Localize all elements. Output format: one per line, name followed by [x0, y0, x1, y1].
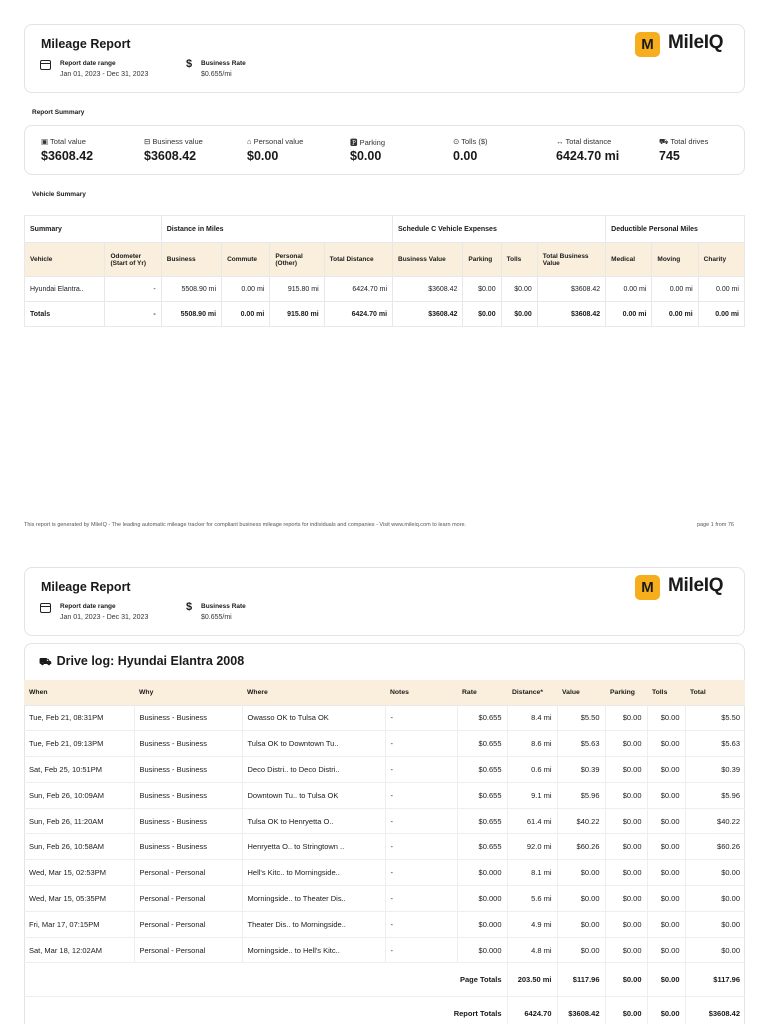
table-cell: 5508.90 mi [161, 302, 221, 327]
table-cell: $3608.42 [537, 302, 605, 327]
cell-distance: 8.6 mi [507, 731, 557, 757]
summary-label: Business value [152, 137, 203, 146]
vehicle-summary-heading: Vehicle Summary [32, 191, 86, 198]
table-row [24, 782, 745, 808]
report-totals-tolls: $0.00 [647, 997, 685, 1024]
column-header: Distance* [507, 680, 557, 705]
cell-distance: 5.6 mi [507, 886, 557, 912]
cell-when: Sat, Feb 25, 10:51PM [24, 757, 134, 783]
cell-tolls: $0.00 [647, 731, 685, 757]
column-header: Personal (Other) [270, 243, 324, 277]
cell-notes: - [385, 860, 457, 886]
table-cell: 0.00 mi [698, 302, 744, 327]
cell-when: Tue, Feb 21, 09:13PM [24, 731, 134, 757]
table-cell: $0.00 [463, 277, 501, 302]
table-row [24, 937, 745, 963]
column-header: Charity [698, 243, 744, 277]
table-cell: 0.00 mi [606, 277, 652, 302]
column-header: Commute [222, 243, 270, 277]
table-cell: 915.80 mi [270, 277, 324, 302]
table-cell: 0.00 mi [652, 277, 698, 302]
table-row [25, 277, 745, 302]
table-row [24, 757, 745, 783]
page-totals-parking: $0.00 [605, 963, 647, 997]
cell-rate: $0.000 [457, 886, 507, 912]
cell-where: Morningside.. to Hell's Kitc.. [242, 937, 385, 963]
summary-total-drives [643, 126, 746, 176]
table-row [24, 886, 745, 912]
group-header: Deductible Personal Miles [606, 216, 745, 243]
tolls-icon: ⊙ [453, 137, 462, 146]
cell-rate: $0.655 [457, 705, 507, 731]
cell-parking: $0.00 [605, 808, 647, 834]
summary-total-value [25, 126, 128, 176]
cell-notes: - [385, 731, 457, 757]
table-row [24, 808, 745, 834]
report-header-page-2 [24, 567, 745, 636]
page-totals-row [24, 963, 745, 997]
mileiq-logo-icon: M [635, 575, 660, 600]
column-header: Total [685, 680, 745, 705]
cell-total: $0.00 [685, 886, 745, 912]
cell-why: Personal - Personal [134, 886, 242, 912]
cell-tolls: $0.00 [647, 937, 685, 963]
summary-personal-value [231, 126, 334, 176]
cell-tolls: $0.00 [647, 808, 685, 834]
cell-total: $5.96 [685, 782, 745, 808]
cell-where: Theater Dis.. to Morningside.. [242, 911, 385, 937]
cell-why: Business - Business [134, 705, 242, 731]
page-totals-value: $117.96 [557, 963, 605, 997]
summary-label: Total value [50, 137, 86, 146]
cell-when: Wed, Mar 15, 02:53PM [24, 860, 134, 886]
calendar-icon [40, 60, 51, 70]
cell-total: $5.63 [685, 731, 745, 757]
cell-total: $40.22 [685, 808, 745, 834]
footer-text: This report is generated by MileIQ - The leading automatic mileage tracker for compliant business mileage reports for individuals and companies - Visit www.mileiq.com to learn more. [24, 522, 467, 528]
cell-why: Personal - Personal [134, 911, 242, 937]
table-row [24, 731, 745, 757]
cell-when: Sun, Feb 26, 11:20AM [24, 808, 134, 834]
cell-value: $0.00 [557, 886, 605, 912]
table-cell: 0.00 mi [222, 302, 270, 327]
report-summary-card [24, 125, 745, 175]
summary-label: Total distance [565, 137, 612, 146]
column-header: Odometer (Start of Yr) [105, 243, 161, 277]
group-header: Schedule C Vehicle Expenses [393, 216, 606, 243]
page-totals-label: Page Totals [24, 963, 507, 997]
cell-where: Hell's Kitc.. to Morningside.. [242, 860, 385, 886]
cell-notes: - [385, 782, 457, 808]
cell-why: Business - Business [134, 731, 242, 757]
drive-log-title [39, 654, 244, 670]
cell-rate: $0.655 [457, 808, 507, 834]
cell-total: $60.26 [685, 834, 745, 860]
summary-value: 6424.70 mi [556, 149, 620, 163]
report-totals-row [24, 997, 745, 1024]
money-icon: ▣ [41, 137, 51, 146]
report-title: Mileage Report [41, 37, 131, 51]
table-cell: $0.00 [463, 302, 501, 327]
summary-business-value [128, 126, 231, 176]
report-totals-total: $3608.42 [685, 997, 745, 1024]
parking-icon: 🅿 [350, 138, 360, 147]
business-rate-value: $0.655/mi [201, 614, 232, 621]
group-header: Distance in Miles [161, 216, 392, 243]
table-cell: 0.00 mi [606, 302, 652, 327]
cell-parking: $0.00 [605, 731, 647, 757]
cell-total: $0.00 [685, 860, 745, 886]
drive-log-table [24, 680, 745, 1024]
cell-where: Morningside.. to Theater Dis.. [242, 886, 385, 912]
cell-rate: $0.655 [457, 834, 507, 860]
cell-total: $0.39 [685, 757, 745, 783]
summary-value: 745 [659, 149, 680, 163]
column-header: Why [134, 680, 242, 705]
cell-tolls: $0.00 [647, 782, 685, 808]
summary-value: $3608.42 [41, 149, 94, 163]
cell-parking: $0.00 [605, 834, 647, 860]
cell-why: Business - Business [134, 757, 242, 783]
summary-label: Total drives [670, 137, 709, 146]
cell-rate: $0.655 [457, 757, 507, 783]
business-rate-label: Business Rate [201, 60, 246, 67]
totals-row [25, 302, 745, 327]
cell-distance: 92.0 mi [507, 834, 557, 860]
dollar-icon: $ [186, 601, 193, 613]
cell-parking: $0.00 [605, 757, 647, 783]
table-cell: 5508.90 mi [161, 277, 221, 302]
cell-rate: $0.655 [457, 782, 507, 808]
mileiq-logo-text: MileIQ [668, 32, 724, 53]
summary-parking [334, 126, 437, 176]
report-summary-heading: Report Summary [32, 109, 85, 116]
cell-tolls: $0.00 [647, 860, 685, 886]
mileiq-logo-icon: M [635, 32, 660, 57]
cell-tolls: $0.00 [647, 757, 685, 783]
cell-value: $0.39 [557, 757, 605, 783]
cell-rate: $0.000 [457, 860, 507, 886]
cell-why: Business - Business [134, 782, 242, 808]
summary-value: $3608.42 [144, 149, 197, 163]
summary-total-distance [540, 126, 643, 176]
table-cell: 0.00 mi [652, 302, 698, 327]
report-totals-label: Report Totals [24, 997, 507, 1024]
dollar-icon: $ [186, 58, 193, 70]
cell-distance: 0.6 mi [507, 757, 557, 783]
cell-notes: - [385, 886, 457, 912]
table-cell: - [105, 302, 161, 327]
cell-total: $0.00 [685, 937, 745, 963]
cell-why: Business - Business [134, 834, 242, 860]
cell-value: $40.22 [557, 808, 605, 834]
cell-parking: $0.00 [605, 886, 647, 912]
table-cell: $3608.42 [537, 277, 605, 302]
table-cell: Totals [25, 302, 105, 327]
table-row [24, 834, 745, 860]
column-header: Business Value [393, 243, 463, 277]
table-cell: - [105, 277, 161, 302]
cell-when: Wed, Mar 15, 05:35PM [24, 886, 134, 912]
car-icon: ⛟ [39, 657, 52, 668]
cell-where: Owasso OK to Tulsa OK [242, 705, 385, 731]
cell-notes: - [385, 757, 457, 783]
table-cell: 6424.70 mi [324, 302, 392, 327]
column-header: Parking [605, 680, 647, 705]
table-cell: $0.00 [501, 302, 537, 327]
cell-where: Downtown Tu.. to Tulsa OK [242, 782, 385, 808]
cell-where: Tulsa OK to Henryetta O.. [242, 808, 385, 834]
column-header: When [24, 680, 134, 705]
column-header: Medical [606, 243, 652, 277]
date-range-value: Jan 01, 2023 - Dec 31, 2023 [60, 71, 149, 78]
business-rate-label: Business Rate [201, 603, 246, 610]
table-row [24, 860, 745, 886]
table-cell: $0.00 [501, 277, 537, 302]
cell-parking: $0.00 [605, 937, 647, 963]
cell-where: Deco Distri.. to Deco Distri.. [242, 757, 385, 783]
cell-when: Sat, Mar 18, 12:02AM [24, 937, 134, 963]
column-header: Tolls [647, 680, 685, 705]
cell-parking: $0.00 [605, 860, 647, 886]
distance-icon: ↔ [556, 137, 566, 146]
cell-notes: - [385, 808, 457, 834]
table-cell: $3608.42 [393, 302, 463, 327]
column-header: Where [242, 680, 385, 705]
cell-parking: $0.00 [605, 705, 647, 731]
column-header: Moving [652, 243, 698, 277]
home-icon: ⌂ [247, 137, 254, 146]
cell-value: $5.63 [557, 731, 605, 757]
column-header: Total Distance [324, 243, 392, 277]
table-cell: 0.00 mi [698, 277, 744, 302]
cell-notes: - [385, 937, 457, 963]
cell-notes: - [385, 834, 457, 860]
page-totals-tolls: $0.00 [647, 963, 685, 997]
cell-total: $0.00 [685, 911, 745, 937]
report-title: Mileage Report [41, 580, 131, 594]
cell-when: Tue, Feb 21, 08:31PM [24, 705, 134, 731]
page-totals-distance: 203.50 mi [507, 963, 557, 997]
cell-rate: $0.000 [457, 937, 507, 963]
calendar-icon [40, 603, 51, 613]
table-cell: Hyundai Elantra.. [25, 277, 105, 302]
date-range-label: Report date range [60, 603, 116, 610]
cell-total: $5.50 [685, 705, 745, 731]
cell-when: Fri, Mar 17, 07:15PM [24, 911, 134, 937]
business-rate-value: $0.655/mi [201, 71, 232, 78]
cell-tolls: $0.00 [647, 911, 685, 937]
cell-value: $0.00 [557, 937, 605, 963]
summary-value: 0.00 [453, 149, 478, 163]
cell-parking: $0.00 [605, 911, 647, 937]
cell-distance: 8.4 mi [507, 705, 557, 731]
table-row [24, 705, 745, 731]
cell-why: Business - Business [134, 808, 242, 834]
column-header: Tolls [501, 243, 537, 277]
cell-rate: $0.655 [457, 731, 507, 757]
cell-tolls: $0.00 [647, 886, 685, 912]
cell-distance: 4.8 mi [507, 937, 557, 963]
cell-distance: 61.4 mi [507, 808, 557, 834]
report-totals-value: $3608.42 [557, 997, 605, 1024]
report-header [24, 24, 745, 93]
cell-why: Personal - Personal [134, 860, 242, 886]
cell-why: Personal - Personal [134, 937, 242, 963]
cell-where: Tulsa OK to Downtown Tu.. [242, 731, 385, 757]
car-icon: ⛟ [659, 137, 671, 146]
cell-distance: 8.1 mi [507, 860, 557, 886]
column-header: Value [557, 680, 605, 705]
table-cell: $3608.42 [393, 277, 463, 302]
cell-when: Sun, Feb 26, 10:58AM [24, 834, 134, 860]
cell-rate: $0.000 [457, 911, 507, 937]
page-totals-total: $117.96 [685, 963, 745, 997]
table-row [24, 911, 745, 937]
summary-value: $0.00 [247, 149, 279, 163]
cell-distance: 4.9 mi [507, 911, 557, 937]
column-header: Parking [463, 243, 501, 277]
cell-notes: - [385, 911, 457, 937]
table-cell: 6424.70 mi [324, 277, 392, 302]
column-header: Total Business Value [537, 243, 605, 277]
date-range-value: Jan 01, 2023 - Dec 31, 2023 [60, 614, 149, 621]
date-range-label: Report date range [60, 60, 116, 67]
summary-label: Parking [359, 138, 386, 147]
group-header: Summary [25, 216, 162, 243]
report-totals-distance: 6424.70 [507, 997, 557, 1024]
cell-where: Henryetta O.. to Stringtown .. [242, 834, 385, 860]
cell-tolls: $0.00 [647, 705, 685, 731]
column-header: Business [161, 243, 221, 277]
summary-label: Tolls ($) [461, 137, 488, 146]
mileiq-logo-text: MileIQ [668, 575, 724, 596]
vehicle-summary-table [24, 215, 745, 327]
cell-value: $5.96 [557, 782, 605, 808]
report-totals-parking: $0.00 [605, 997, 647, 1024]
cell-when: Sun, Feb 26, 10:09AM [24, 782, 134, 808]
cell-notes: - [385, 705, 457, 731]
column-header: Rate [457, 680, 507, 705]
cell-distance: 9.1 mi [507, 782, 557, 808]
briefcase-icon: ⊟ [144, 137, 153, 146]
summary-label: Personal value [253, 137, 304, 146]
column-header: Notes [385, 680, 457, 705]
cell-tolls: $0.00 [647, 834, 685, 860]
drive-log-title-text: Drive log: Hyundai Elantra 2008 [56, 654, 245, 668]
summary-tolls [437, 126, 540, 176]
table-cell: 915.80 mi [270, 302, 324, 327]
cell-value: $5.50 [557, 705, 605, 731]
page-number: page 1 from 76 [697, 522, 734, 528]
summary-value: $0.00 [350, 149, 382, 163]
cell-parking: $0.00 [605, 782, 647, 808]
cell-value: $60.26 [557, 834, 605, 860]
cell-value: $0.00 [557, 911, 605, 937]
column-header: Vehicle [25, 243, 105, 277]
cell-value: $0.00 [557, 860, 605, 886]
table-cell: 0.00 mi [222, 277, 270, 302]
